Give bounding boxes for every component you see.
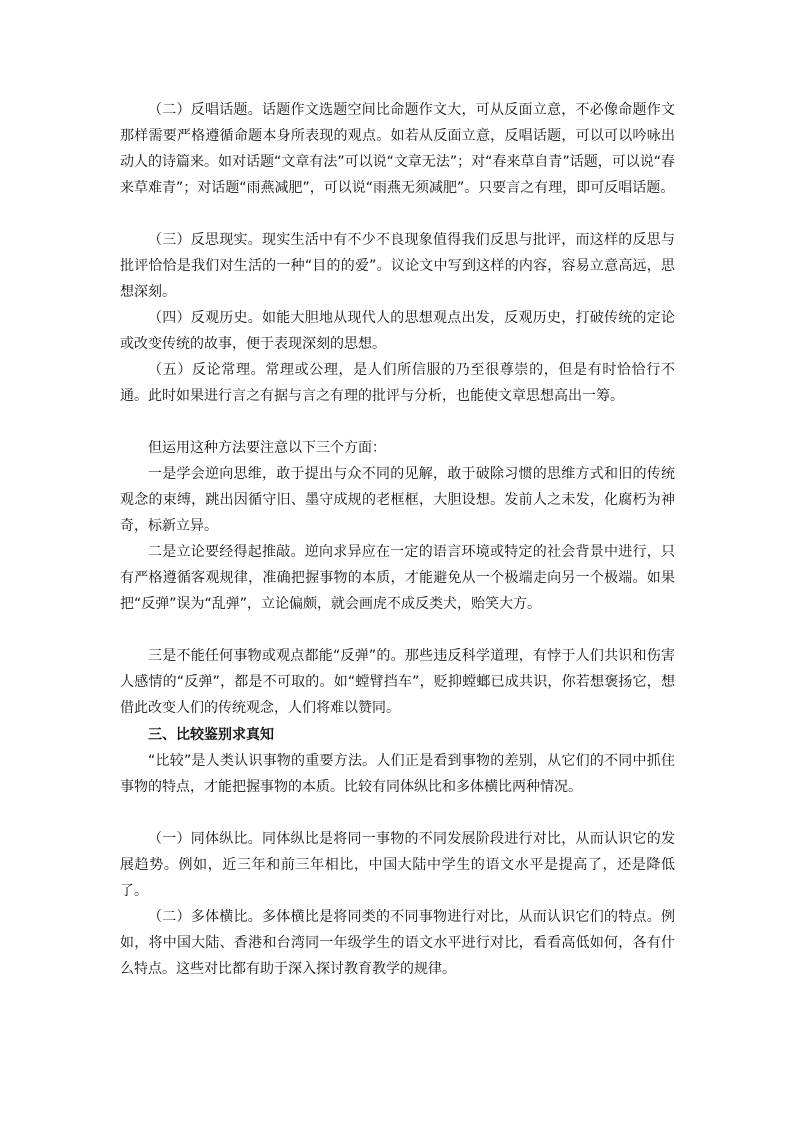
section-heading-comparison: 三、比较鉴别求真知 [148,727,274,743]
paragraph-point-two: 二是立论要经得起推敲。逆向求异应在一定的语言环境或特定的社会背景中进行，只有严格遵循客观规律，准确把握事物的本质，才能避免从一个极端走向另一个极端。如果把“反弹”误为“乱弹”，立论偏颇，就会画虎不成反类犬，贻笑大方。 [120,544,675,612]
paragraph-fan-guan-li-shi: （四）反观历史。如能大胆地从现代人的思想观点出发，反观历史，打破传统的定论或改变传统的故事，便于表现深刻的思想。 [120,310,675,352]
paragraph-comparison-intro: “比较”是人类认识事物的重要方法。人们正是看到事物的差别，从它们的不同中抓住事物的特点，才能把握事物的本质。比较有同体纵比和多体横比两种情况。 [120,753,675,795]
paragraph-tong-ti-zong-bi: （一）同体纵比。同体纵比是将同一事物的不同发展阶段进行对比，从而认识它的发展趋势。例如，近三年和前三年相比，中国大陆中学生的语文水平是提高了，还是降低了。 [120,831,675,899]
paragraph-fan-si-xian-shi: （三）反思现实。现实生活中有不少不良现象值得我们反思与批评，而这样的反思与批评恰恰是我们对生活的一种“目的的爱”。议论文中写到这样的内容，容易立意高远，思想深刻。 [120,232,675,300]
paragraph-fan-lun-chang-li: （五）反论常理。常理或公理，是人们所信服的乃至很尊崇的，但是有时恰恰行不通。此时如果进行言之有据与言之有理的批评与分析，也能使文章思想高出一筹。 [120,362,675,404]
paragraph-fan-chang-hua-ti: （二）反唱话题。话题作文选题空间比命题作文大，可从反面立意，不必像命题作文那样需要严格遵循命题本身所表现的观点。如若从反面立意，反唱话题，可以可以吟咏出动人的诗篇来。如对话题“文章有法”可以说“文章无法”；对“春来草自青”话题，可以说“春来草难青”；对话题“雨燕减肥”，可以说“雨燕无须减肥”。只要言之有理，即可反唱话题。 [120,102,675,196]
paragraph-three-aspects-intro: 但运用这种方法要注意以下三个方面： [148,440,386,456]
paragraph-point-three: 三是不能任何事物或观点都能“反弹”的。那些违反科学道理，有悖于人们共识和伤害人感情的“反弹”，都是不可取的。如“螳臂挡车”，贬抑螳螂已成共识，你若想褒扬它，想借此改变人们的传统观念，人们将难以赞同。 [120,648,675,716]
paragraph-duo-ti-heng-bi: （二）多体横比。多体横比是将同类的不同事物进行对比，从而认识它们的特点。例如，将中国大陆、香港和台湾同一年级学生的语文水平进行对比，看看高低如何，各有什么特点。这些对比都有助于深入探讨教育教学的规律。 [120,909,675,977]
paragraph-point-one: 一是学会逆向思维，敢于提出与众不同的见解，敢于破除习惯的思维方式和旧的传统观念的束缚，跳出因循守旧、墨守成规的老框框，大胆设想。发前人之未发，化腐朽为神奇，标新立异。 [120,466,675,534]
